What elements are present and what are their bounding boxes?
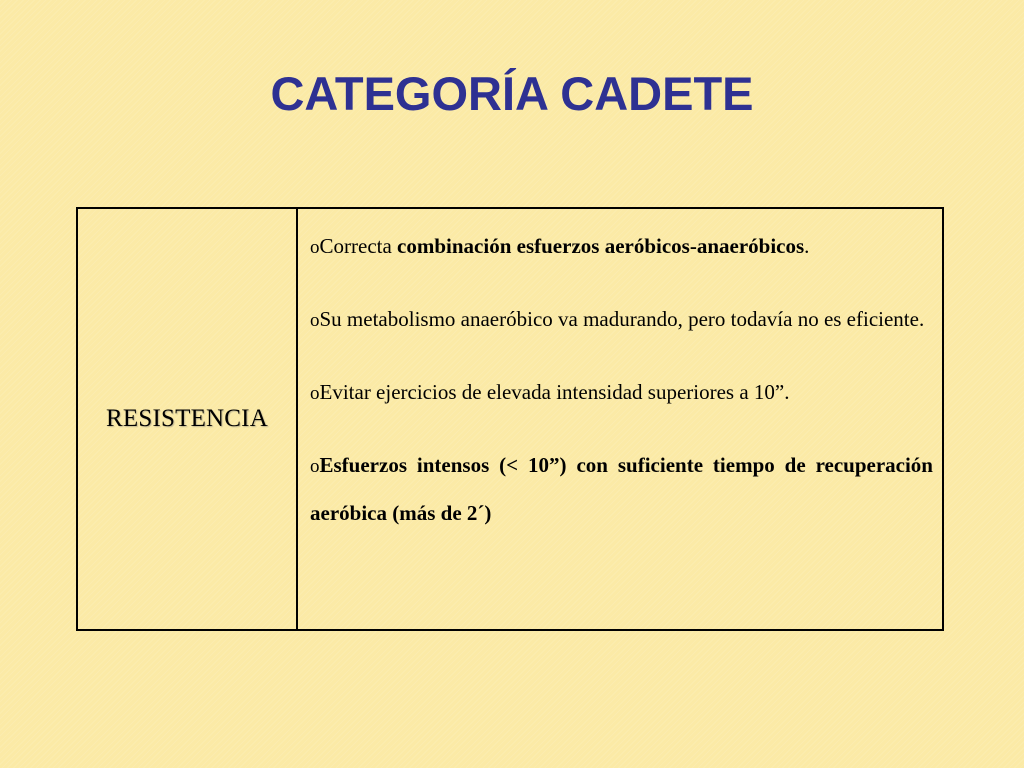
table-row [77,208,943,630]
bullet-text: Su metabolismo anaeróbico va madurando, pero todavía no es eficiente. [319,307,925,331]
bullet-text-bold: Esfuerzos intensos (< 10”) con suficiente tiempo de recuperación aeróbica (más de 2´) [310,453,933,525]
bullet-marker: o [310,237,320,258]
bullet-item [310,296,933,344]
bullet-marker: o [310,310,320,331]
content-table [76,207,944,631]
bullet-list-cell [297,208,943,630]
bullet-marker: o [310,383,320,404]
bullet-item [310,223,933,271]
bullet-text-bold: combinación esfuerzos aeróbicos-anaeróbicos [397,234,805,258]
bullet-item [310,369,933,417]
bullet-item [310,442,933,537]
category-label-cell [77,208,297,630]
bullet-text: Correcta [319,234,398,258]
bullet-text: Evitar ejercicios de elevada intensidad superiores a 10”. [319,380,790,404]
bullet-marker: o [310,456,320,477]
bullet-text: . [804,234,810,258]
category-label: RESISTENCIA [106,405,268,432]
slide-title: CATEGORÍA CADETE [270,67,754,120]
